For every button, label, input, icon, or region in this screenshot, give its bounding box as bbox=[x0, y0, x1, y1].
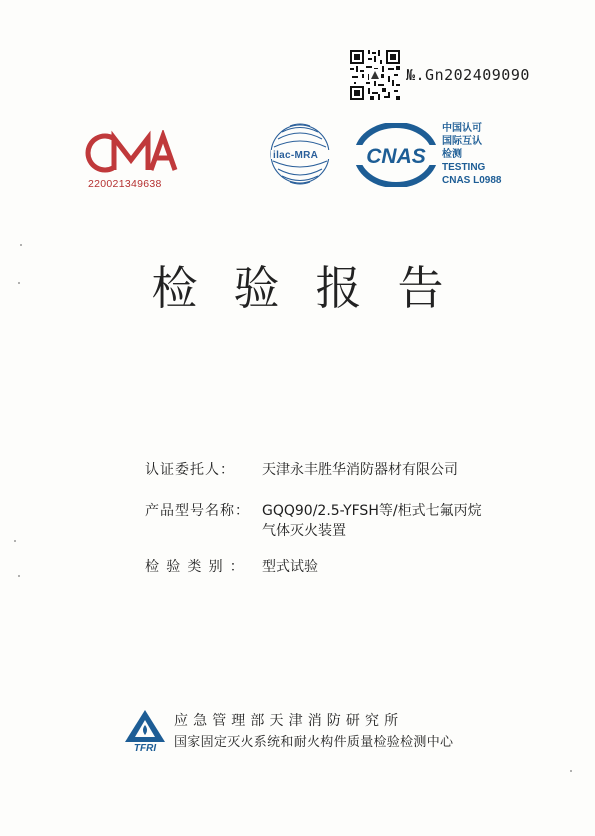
tfri-logo-text: TFRI bbox=[133, 743, 157, 752]
cnas-line: 中国认可 bbox=[442, 123, 482, 134]
scan-speck bbox=[20, 244, 22, 246]
scan-speck bbox=[14, 540, 16, 542]
cnas-line: CNAS L0988 bbox=[442, 175, 502, 186]
svg-text:ilac-MRA: ilac-MRA bbox=[273, 150, 319, 161]
cnas-accreditation-text bbox=[442, 122, 501, 187]
cma-number: 220021349638 bbox=[88, 178, 162, 190]
scan-speck bbox=[18, 282, 20, 284]
client-value: 天津永丰胜华消防器材有限公司 bbox=[262, 462, 458, 478]
report-number: №.Gn202409090 bbox=[406, 66, 530, 84]
svg-text:CNAS: CNAS bbox=[366, 145, 426, 168]
scan-speck bbox=[18, 575, 20, 577]
testing-center-name: 国家固定灭火系统和耐火构件质量检验检测中心 bbox=[174, 735, 454, 750]
ilac-mra-logo bbox=[270, 117, 360, 192]
tfri-logo bbox=[122, 708, 168, 752]
test-type-value: 型式试验 bbox=[262, 559, 318, 575]
test-type-label: 检验类别： bbox=[145, 559, 251, 575]
scan-speck bbox=[570, 770, 572, 772]
report-title: 检验报告 bbox=[151, 261, 480, 315]
cnas-line: 国际互认 bbox=[442, 136, 482, 147]
institute-name: 应急管理部天津消防研究所 bbox=[174, 713, 404, 729]
cnas-logo bbox=[355, 123, 437, 187]
product-value-line1: GQQ90/2.5-YFSH等/柜式七氟丙烷 bbox=[262, 503, 482, 519]
cnas-line: 检测 bbox=[442, 149, 462, 160]
client-label: 认证委托人： bbox=[145, 462, 235, 478]
product-label: 产品型号名称： bbox=[145, 503, 250, 519]
cnas-line: TESTING bbox=[442, 162, 486, 173]
qr-code bbox=[350, 50, 400, 100]
cma-logo bbox=[85, 130, 178, 176]
product-value-line2: 气体灭火装置 bbox=[262, 523, 346, 539]
